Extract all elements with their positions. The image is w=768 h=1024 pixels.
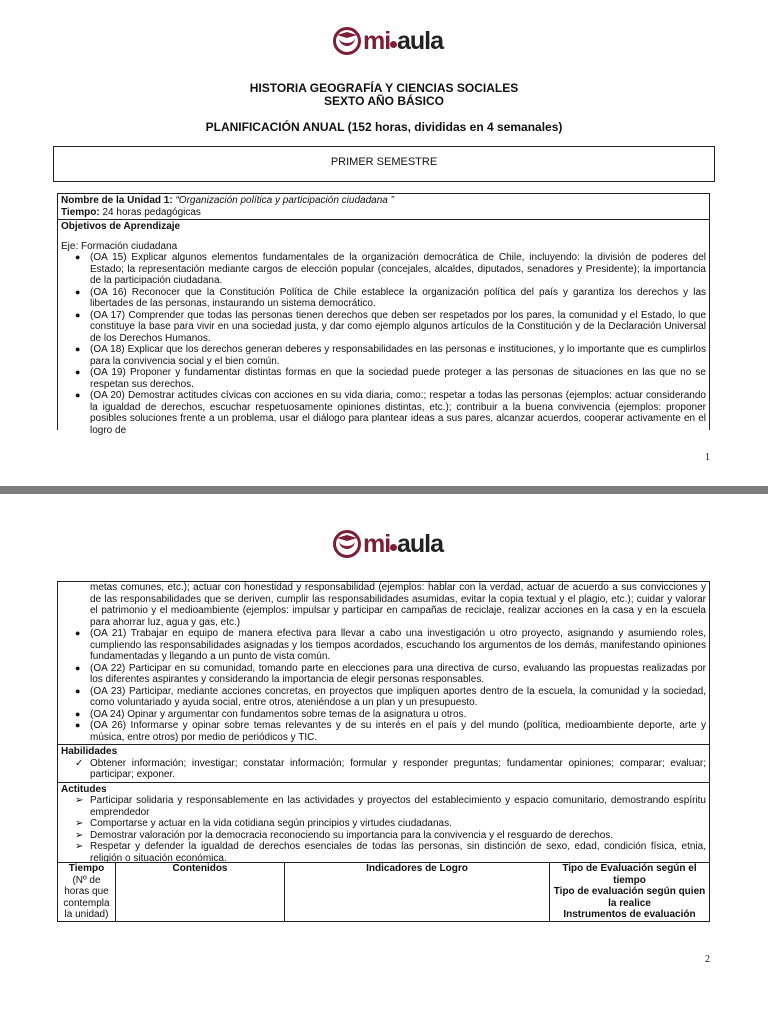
mi-aula-logo xyxy=(333,530,444,562)
skills-title: Habilidades xyxy=(61,746,118,757)
bullet-icon: ● xyxy=(75,685,81,696)
bullet-icon: ● xyxy=(75,252,81,262)
arrow-bullet-icon: ➢ xyxy=(75,818,84,829)
col-contents: Contenidos xyxy=(116,863,285,922)
objective-item: ● (OA 16) Reconocer que la Constitución Política de Chile establece la organización política del país y garantiza los derechos y las libertades de las personas, instaurando un sistema democrático. xyxy=(75,286,706,309)
bullet-icon: ● xyxy=(75,367,81,377)
skills-list xyxy=(61,758,706,781)
bullet-icon: ● xyxy=(75,390,81,400)
col-time-sub: (Nº de horas que contempla la unidad) xyxy=(63,874,110,920)
objective-item: ● (OA 18) Explicar que los derechos generan deberes y responsabilidades en las personas e instituciones, y lo importante que es cumplirlos para la convivencia social y el bien común. xyxy=(75,344,706,367)
skill-item: ✓ Obtener información; investigar; constatar información; formular y responder preguntas; fundamentar opiniones; comparar; evaluar; participar; exponer. xyxy=(75,757,706,780)
col-indicators: Indicadores de Logro xyxy=(285,863,550,922)
unit-block-page-2 xyxy=(57,581,710,863)
page-1 xyxy=(0,0,768,486)
attitude-item: ➢ Participar solidaria y responsablemente en las actividades y proyectos del establecimiento y espacio comunitario, demostrando espíritu emprendedor xyxy=(75,795,706,818)
semester-box xyxy=(53,146,715,182)
bullet-icon: ● xyxy=(75,708,81,719)
objectives-axis: Eje: Formación ciudadana xyxy=(61,240,178,252)
subject-title: HISTORIA GEOGRAFÍA Y CIENCIAS SOCIALES xyxy=(249,81,519,95)
unit-name-label: Nombre de la Unidad 1: xyxy=(61,195,173,206)
attitude-item: ➢ Demostrar valoración por la democracia reconociendo su importancia para la convivencia y el resguardo de derechos. xyxy=(75,829,614,841)
unit-time-label: Tiempo: xyxy=(61,206,100,218)
col-time xyxy=(58,863,116,922)
objective-item: ● (OA 24) Opinar y argumentar con fundamentos sobre temas de la asignatura u otros. xyxy=(75,708,467,720)
evaluation-table-header xyxy=(57,862,710,922)
page-number-2: 2 xyxy=(705,954,710,965)
bullet-icon: ● xyxy=(75,662,81,673)
attitude-item: ➢ Respetar y defender la igualdad de derechos esenciales de todas las personas, sin distinción de sexo, edad, condición física, etnia, religión o situación económica. xyxy=(75,841,706,864)
objective-item: ● (OA 19) Proponer y fundamentar distintas formas en que la sociedad puede proteger a las personas de situaciones en las que no se respetan sus derechos. xyxy=(75,367,706,390)
col-time-title: Tiempo xyxy=(68,863,105,874)
bullet-icon: ● xyxy=(75,309,81,320)
checkmark-icon: ✓ xyxy=(75,757,84,769)
mi-aula-logo xyxy=(333,27,444,59)
bullet-icon: ● xyxy=(75,344,81,354)
logo-dot-icon xyxy=(390,544,397,551)
logo-text-mi: mi xyxy=(363,27,391,55)
arrow-bullet-icon: ➢ xyxy=(75,829,84,841)
bullet-icon: ● xyxy=(75,286,81,297)
objective-item: ● (OA 23) Participar, mediante acciones concretas, en proyectos que impliquen aportes dentro de la escuela, la comunidad y la sociedad, como voluntariado y ayuda social, entre otros, ateniéndose a un plan y un presupuesto. xyxy=(75,685,706,708)
logo-dot-icon xyxy=(390,41,397,48)
objectives-continued xyxy=(58,582,709,744)
bullet-icon: ● xyxy=(75,628,81,638)
objectives-list-page-1 xyxy=(61,252,706,436)
unit-name-row xyxy=(58,194,709,219)
objective-continuation: metas comunes, etc.); actuar con honestidad y responsabilidad (ejemplos: hablar con la verdad, actuar de acuerdo a sus convicciones y de las responsabilidades que se deriven, cumplir las responsabilidades asumidas, evitar la copia textual y el plagio, etc.); cuidar y valorar el patrimonio y el medioambiente (ejemplos: impulsar y participar en campañas de reciclaje, realizar acciones en la casa y en la escuela para ahorrar luz, agua y gas, etc.) xyxy=(90,582,706,628)
arrow-bullet-icon: ➢ xyxy=(75,841,84,852)
page-number-1: 1 xyxy=(705,452,710,463)
plan-title: PLANIFICACIÓN ANUAL (152 horas, divididas en 4 semanales) xyxy=(205,120,563,134)
objectives-title: Objetivos de Aprendizaje xyxy=(61,221,181,232)
col-evaluation: Tipo de Evaluación según el tiempo Tipo de evaluación según quien la realice Instrumentos de evaluación xyxy=(550,863,710,922)
objective-item: ● (OA 26) Informarse y opinar sobre temas relevantes y de su interés en el país y del mundo (política, medioambiente deporte, arte y música, entre otros) por medio de periódicos y TIC. xyxy=(75,720,706,743)
arrow-bullet-icon: ➢ xyxy=(75,795,84,806)
attitude-item: ➢ Comportarse y actuar en la vida cotidiana según principios y virtudes ciudadanas. xyxy=(75,818,452,829)
grade-title: SEXTO AÑO BÁSICO xyxy=(323,94,445,108)
attitudes-section xyxy=(58,782,709,866)
semester-label: PRIMER SEMESTRE xyxy=(330,156,438,168)
unit-time-value: 24 horas pedagógicas xyxy=(102,206,201,218)
objective-item: ● (OA 21) Trabajar en equipo de manera efectiva para llevar a cabo una investigación u otro proyecto, asignando y asumiendo roles, cumpliendo las responsabilidades asignadas y los tiempos acordados, escuchando los argumentos de los demás, manifestando opiniones fundamentadas y llegando a un punto de vista común. xyxy=(75,628,706,662)
attitudes-title: Actitudes xyxy=(61,783,107,795)
objective-item: ● (OA 17) Comprender que todas las personas tienen derechos que deben ser respetados por los pares, la comunidad y el Estado, lo que constituye la base para vivir en una sociedad justa, y dar como ejemplo algunos artículos de la Constitución y de la Declaración Universal de los Derechos Humanos. xyxy=(75,309,706,344)
objectives-list-page-2 xyxy=(61,628,706,743)
unit-block-page-1 xyxy=(57,193,710,436)
objective-item: ● (OA 15) Explicar algunos elementos fundamentales de la organización democrática de Chile, incluyendo: la división de poderes del Estado; la representación mediante cargos de elección popular (concejales, alcaldes, diputados, senadores y Presidente); la importancia de la participación ciudadana. xyxy=(75,252,706,286)
logo-text-aula: aula xyxy=(397,530,444,558)
bullet-icon: ● xyxy=(75,720,81,730)
unit-name-value: “Organización política y participación ciudadana ” xyxy=(175,195,394,206)
skills-section xyxy=(58,744,709,782)
logo-text-mi: mi xyxy=(363,530,391,558)
logo-text-aula: aula xyxy=(397,27,444,55)
objectives-section xyxy=(58,219,709,437)
objective-item: ● (OA 20) Demostrar actitudes cívicas con acciones en su vida diaria, como:; respetar a todas las personas (ejemplos: actuar considerando la igualdad de derechos, escuchar respetuosamente opiniones distintas, etc.); contribuir a la buena convivencia (ejemplos: proponer posibles soluciones frente a un problema, usar el diálogo para plantear ideas a sus pares, alcanzar acuerdos, cooperar activamente en el logro de xyxy=(75,390,706,436)
attitudes-list xyxy=(61,795,706,864)
objective-item: ● (OA 22) Participar en su comunidad, tomando parte en elecciones para una directiva de curso, evaluando las propuestas realizadas por los diferentes aspirantes y considerando la importancia de elegir personas responsables. xyxy=(75,662,706,685)
